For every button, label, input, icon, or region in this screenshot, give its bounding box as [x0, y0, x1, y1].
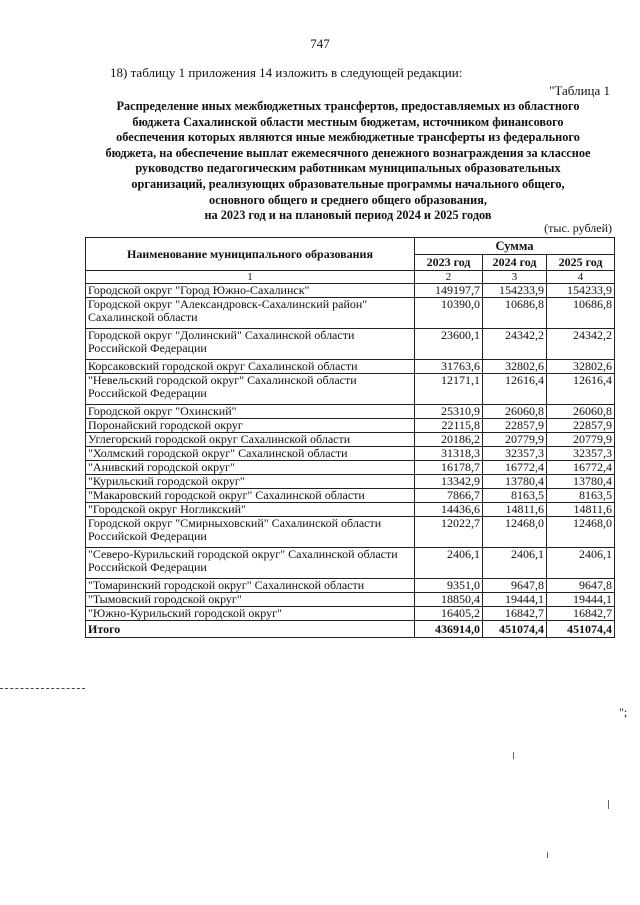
value-2024: 20779,9 [483, 433, 547, 447]
table-row [86, 329, 615, 360]
table-row [86, 548, 615, 579]
units-label: (тыс. рублей) [544, 221, 612, 235]
value-2023: 2406,1 [415, 548, 483, 579]
value-2024: 10686,8 [483, 298, 547, 329]
value-2023: 16178,7 [415, 461, 483, 475]
title-line: руководство педагогическим работникам муниципальных образовательных [135, 161, 561, 176]
value-2025: 19444,1 [547, 593, 615, 607]
value-2025: 32802,6 [547, 360, 615, 374]
value-2025: 12616,4 [547, 374, 615, 405]
table-row [86, 298, 615, 329]
total-row [86, 621, 615, 638]
table-row [86, 517, 615, 548]
table-label: "Таблица 1 [549, 83, 610, 98]
value-2024: 16842,7 [483, 607, 547, 621]
municipality-name: Городской округ "Александровск-Сахалинский район" Сахалинской области [86, 298, 415, 329]
municipality-name: "Городской округ Ногликский" [86, 503, 415, 517]
scan-mark [547, 852, 548, 858]
distribution-table [85, 237, 615, 638]
value-2024: 19444,1 [483, 593, 547, 607]
value-2024: 154233,9 [483, 284, 547, 298]
municipality-name: Городской округ "Смирныховский" Сахалинской области Российской Федерации [86, 517, 415, 548]
header-sum: Сумма [415, 238, 615, 255]
value-2024: 2406,1 [483, 548, 547, 579]
column-index: 3 [483, 271, 547, 284]
table-row [86, 475, 615, 489]
value-2024: 12468,0 [483, 517, 547, 548]
value-2024: 9647,8 [483, 579, 547, 593]
value-2023: 12171,1 [415, 374, 483, 405]
municipality-name: Городской округ "Долинский" Сахалинской области Российской Федерации [86, 329, 415, 360]
table-row [86, 405, 615, 419]
total-2025: 451074,4 [547, 621, 615, 638]
value-2025: 16842,7 [547, 607, 615, 621]
value-2023: 7866,7 [415, 489, 483, 503]
table-row [86, 433, 615, 447]
value-2023: 14436,6 [415, 503, 483, 517]
table-row [86, 503, 615, 517]
title-line: бюджета, на обеспечение выплат ежемесячного денежного вознаграждения за классное [105, 145, 591, 160]
header-year-2023: 2023 год [415, 255, 483, 271]
value-2025: 22857,9 [547, 419, 615, 433]
municipality-name: "Анивский городской округ" [86, 461, 415, 475]
value-2025: 26060,8 [547, 405, 615, 419]
page-number: 747 [310, 36, 330, 51]
value-2024: 32802,6 [483, 360, 547, 374]
title-line: Распределение иных межбюджетных трансфертов, предоставляемых из областного [116, 99, 580, 113]
value-2023: 25310,9 [415, 405, 483, 419]
title-line: бюджета Сахалинской области местным бюджетам, источником финансового [132, 114, 564, 129]
municipality-name: "Северо-Курильский городской округ" Сахалинской области Российской Федерации [86, 548, 415, 579]
table-row [86, 447, 615, 461]
title-line: на 2023 год и на плановый период 2024 и 2025 годов [204, 208, 492, 223]
value-2025: 20779,9 [547, 433, 615, 447]
value-2025: 2406,1 [547, 548, 615, 579]
value-2025: 32357,3 [547, 447, 615, 461]
column-index: 4 [547, 271, 615, 284]
value-2024: 32357,3 [483, 447, 547, 461]
value-2023: 31318,3 [415, 447, 483, 461]
value-2023: 23600,1 [415, 329, 483, 360]
total-label: Итого [86, 621, 415, 638]
value-2023: 20186,2 [415, 433, 483, 447]
value-2024: 8163,5 [483, 489, 547, 503]
value-2024: 14811,6 [483, 503, 547, 517]
value-2023: 31763,6 [415, 360, 483, 374]
header-municipality: Наименование муниципального образования [86, 238, 415, 271]
dashed-line [0, 688, 85, 689]
table-row [86, 374, 615, 405]
table-row [86, 461, 615, 475]
total-2023: 436914,0 [415, 621, 483, 638]
municipality-name: Поронайский городской округ [86, 419, 415, 433]
value-2023: 149197,7 [415, 284, 483, 298]
municipality-name: Углегорский городской округ Сахалинской области [86, 433, 415, 447]
value-2025: 154233,9 [547, 284, 615, 298]
value-2024: 16772,4 [483, 461, 547, 475]
municipality-name: "Томаринский городской округ" Сахалинской области [86, 579, 415, 593]
value-2023: 10390,0 [415, 298, 483, 329]
table-row [86, 489, 615, 503]
value-2025: 8163,5 [547, 489, 615, 503]
value-2025: 14811,6 [547, 503, 615, 517]
value-2023: 9351,0 [415, 579, 483, 593]
municipality-name: "Тымовский городской округ" [86, 593, 415, 607]
intro-text: 18) таблицу 1 приложения 14 изложить в следующей редакции: [110, 65, 463, 80]
value-2023: 18850,4 [415, 593, 483, 607]
total-2024: 451074,4 [483, 621, 547, 638]
municipality-name: "Холмский городской округ" Сахалинской области [86, 447, 415, 461]
value-2025: 16772,4 [547, 461, 615, 475]
column-index: 2 [415, 271, 483, 284]
table-row [86, 284, 615, 298]
value-2024: 13780,4 [483, 475, 547, 489]
closing-quote: "; [619, 705, 628, 719]
table-row [86, 593, 615, 607]
municipality-name: "Макаровский городской округ" Сахалинской области [86, 489, 415, 503]
value-2024: 26060,8 [483, 405, 547, 419]
table-row [86, 607, 615, 621]
document-title [88, 99, 608, 224]
municipality-name: Корсаковский городской округ Сахалинской области [86, 360, 415, 374]
scan-mark [513, 752, 514, 759]
value-2025: 9647,8 [547, 579, 615, 593]
value-2025: 13780,4 [547, 475, 615, 489]
value-2025: 24342,2 [547, 329, 615, 360]
table-row [86, 579, 615, 593]
municipality-name: Городской округ "Охинский" [86, 405, 415, 419]
municipality-name: Городской округ "Город Южно-Сахалинск" [86, 284, 415, 298]
value-2025: 12468,0 [547, 517, 615, 548]
title-line: организаций, реализующих образовательные программы начального общего, [131, 176, 565, 191]
value-2023: 12022,7 [415, 517, 483, 548]
municipality-name: "Курильский городской округ" [86, 475, 415, 489]
table-row [86, 419, 615, 433]
title-line: основного общего и среднего общего образования, [209, 192, 487, 207]
value-2023: 13342,9 [415, 475, 483, 489]
scan-mark [608, 800, 609, 809]
municipality-name: "Невельский городской округ" Сахалинской области Российской Федерации [86, 374, 415, 405]
table-row [86, 360, 615, 374]
value-2024: 12616,4 [483, 374, 547, 405]
header-year-2024: 2024 год [483, 255, 547, 271]
title-line: обеспечения которых являются иные межбюджетные трансферты из федерального [116, 130, 580, 145]
value-2023: 16405,2 [415, 607, 483, 621]
value-2024: 22857,9 [483, 419, 547, 433]
value-2024: 24342,2 [483, 329, 547, 360]
column-index: 1 [86, 271, 415, 284]
header-year-2025: 2025 год [547, 255, 615, 271]
municipality-name: "Южно-Курильский городской округ" [86, 607, 415, 621]
value-2023: 22115,8 [415, 419, 483, 433]
value-2025: 10686,8 [547, 298, 615, 329]
